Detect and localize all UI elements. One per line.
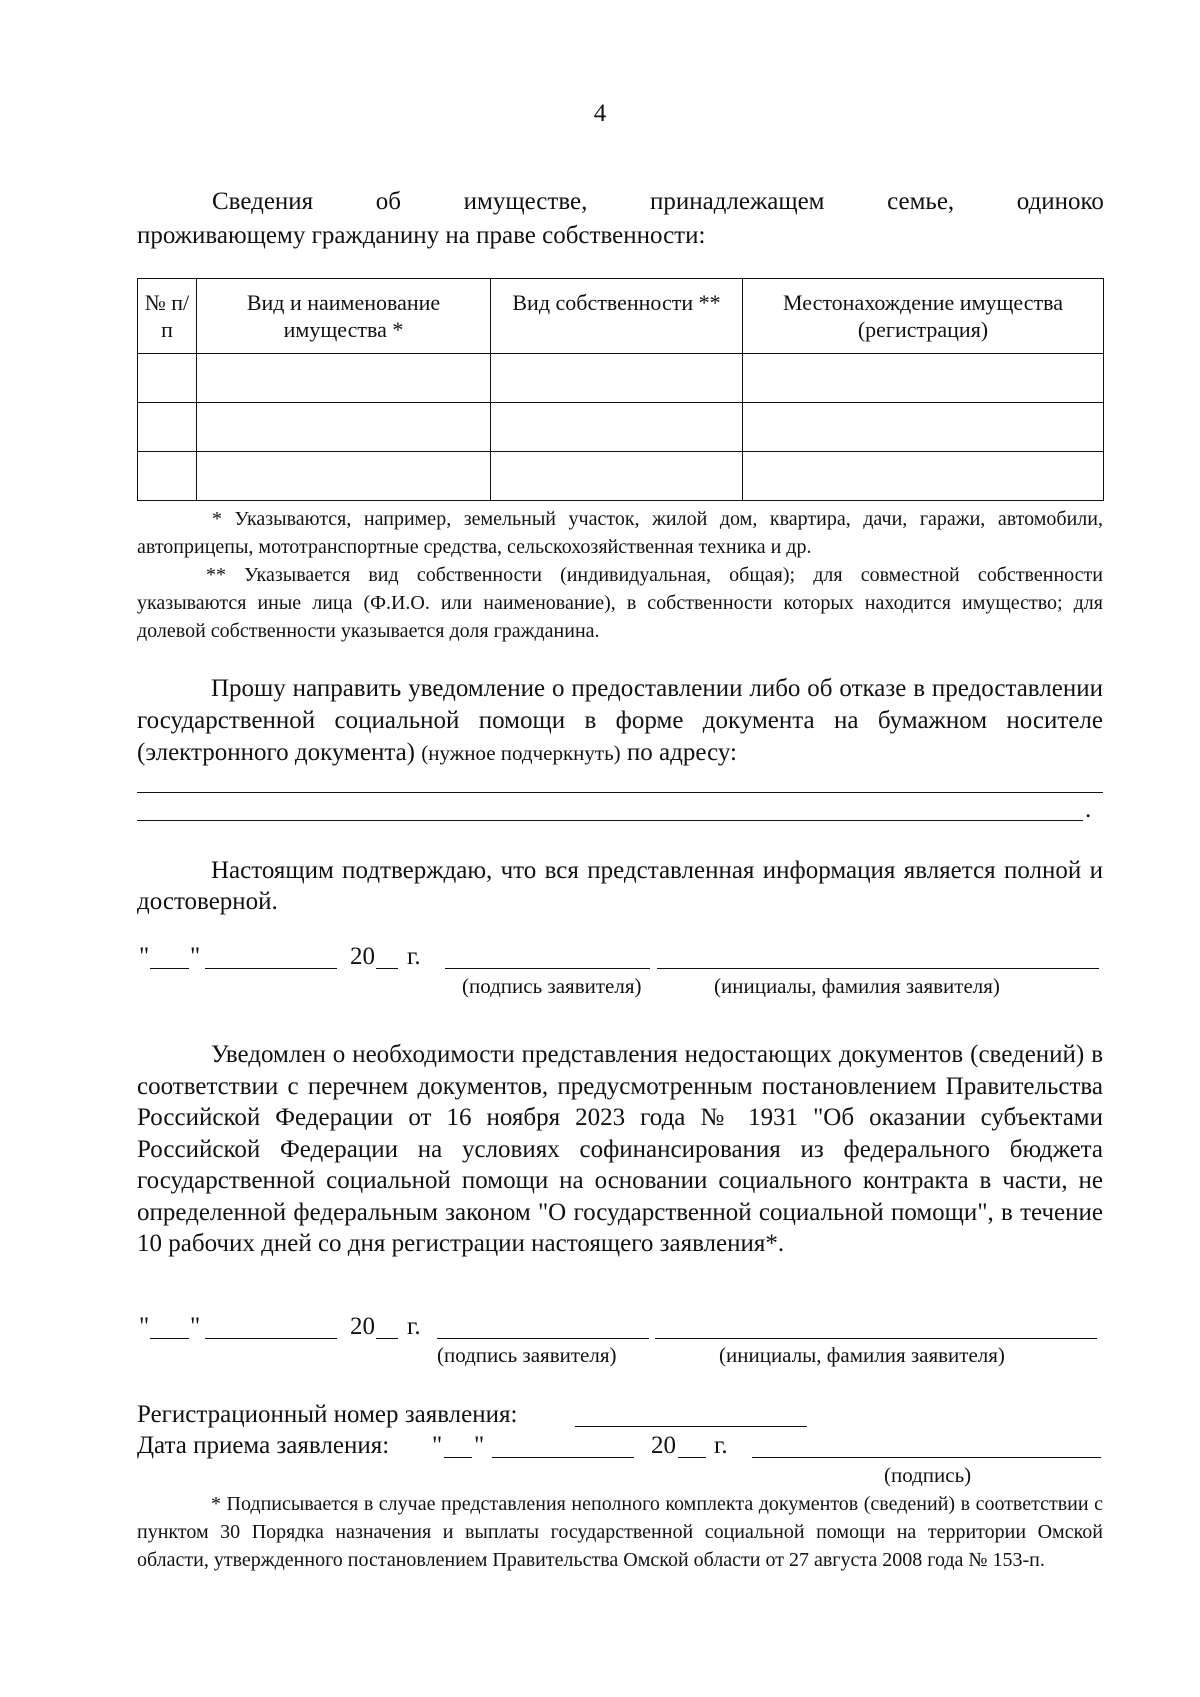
property-table	[137, 278, 1104, 501]
date-year-field[interactable]	[678, 1457, 706, 1458]
address-line-2[interactable]	[137, 820, 1083, 821]
date-year-suffix: г.	[407, 1313, 421, 1340]
request-end: по адресу:	[626, 739, 737, 766]
property-intro-line2: проживающему гражданину на праве собственности:	[137, 222, 706, 249]
signature-caption: (подпись заявителя)	[462, 974, 642, 998]
table-cell[interactable]	[743, 354, 1104, 403]
signature-field[interactable]	[445, 968, 650, 969]
address-period: .	[1085, 796, 1092, 823]
intro-word: об	[375, 188, 402, 215]
intro-word: принадлежащем	[649, 188, 825, 215]
date-quote-open: "	[139, 1313, 150, 1340]
date-quote-close: "	[190, 943, 201, 970]
name-caption: (инициалы, фамилия заявителя)	[719, 1343, 1005, 1367]
table-cell[interactable]	[491, 403, 743, 452]
final-footnote: * Подписывается в случае представления неполного комплекта документов (сведений) в соответствии с пунктом 30 Порядка назначения и выплаты государственной социальной помощи на территории Омской области, утвержденного постановлением Правительства Омской области от 27 августа 2008 года № 153-п.	[137, 1493, 1103, 1571]
table-cell[interactable]	[743, 403, 1104, 452]
intro-word: семье,	[887, 188, 955, 215]
confirmation-text: Настоящим подтверждаю, что вся представленная информация является полной и достоверной.	[137, 857, 1103, 915]
table-row	[138, 354, 1104, 403]
notification-request-text	[137, 673, 1103, 769]
date-month-field[interactable]	[205, 968, 337, 969]
name-caption: (инициалы, фамилия заявителя)	[714, 974, 1000, 998]
footnote-property-examples: * Указываются, например, земельный участок, жилой дом, квартира, дачи, гаражи, автомобили, автоприцепы, мототранспортные средства, сельскохозяйственная техника и др.	[137, 508, 1103, 558]
name-field[interactable]	[657, 968, 1099, 969]
date-year-prefix: 20	[350, 1313, 375, 1340]
address-line-1[interactable]	[137, 792, 1103, 793]
acceptance-date-label: Дата приема заявления:	[137, 1432, 390, 1459]
date-year-prefix: 20	[350, 943, 375, 970]
date-month-field[interactable]	[205, 1338, 337, 1339]
property-intro-line1	[212, 188, 1104, 216]
table-cell[interactable]	[197, 403, 491, 452]
intro-word: Сведения	[212, 188, 314, 215]
footnote-ownership-type: ** Указывается вид собственности (индивидуальная, общая); для совместной собственности указываются иные лица (Ф.И.О. или наименование), в собственности которых находится имущество; для долевой собственности указывается доля гражданина.	[137, 564, 1103, 642]
header-ownership-type: Вид собственности **	[491, 279, 743, 354]
table-row	[138, 452, 1104, 501]
acceptance-signature-caption: (подпись)	[884, 1463, 972, 1487]
page-number: 4	[593, 100, 607, 127]
table-row	[138, 403, 1104, 452]
date-day-field[interactable]	[150, 1338, 189, 1339]
date-day-field[interactable]	[150, 968, 189, 969]
date-month-field[interactable]	[492, 1457, 634, 1458]
registration-number-field[interactable]	[575, 1426, 807, 1427]
table-cell[interactable]	[743, 452, 1104, 501]
date-quote-close: "	[190, 1313, 201, 1340]
signature-caption: (подпись заявителя)	[437, 1343, 617, 1367]
header-number: № п/п	[138, 279, 197, 354]
table-cell[interactable]	[197, 452, 491, 501]
date-year-prefix: 20	[651, 1432, 676, 1459]
date-year-field[interactable]	[376, 1338, 398, 1339]
table-cell[interactable]	[197, 354, 491, 403]
table-cell[interactable]	[491, 452, 743, 501]
date-year-suffix: г.	[407, 943, 421, 970]
date-year-field[interactable]	[376, 968, 398, 969]
name-field[interactable]	[655, 1338, 1097, 1339]
date-quote-open: "	[139, 943, 150, 970]
registration-number-label: Регистрационный номер заявления:	[137, 1401, 518, 1428]
request-note: (нужное подчеркнуть)	[421, 741, 621, 765]
intro-word: одиноко	[1016, 188, 1104, 215]
header-property-name: Вид и наименование имущества *	[197, 279, 491, 354]
date-day-field[interactable]	[444, 1457, 472, 1458]
date-quote-open: "	[432, 1432, 443, 1459]
table-cell[interactable]	[138, 354, 197, 403]
notice-text: Уведомлен о необходимости представления недостающих документов (сведений) в соответствии с перечнем документов, предусмотренным постановлением Правительства Российской Федерации от 16 ноября 2023 года № 1931 "Об оказании субъектами Российской Федерации на условиях софинансирования из федерального бюджета государственной социальной помощи на основании социального контракта в части, не определенной федеральным законом "О государственной социальной помощи", в течение 10 рабочих дней со дня регистрации настоящего заявления*.	[137, 1041, 1103, 1257]
table-cell[interactable]	[491, 354, 743, 403]
acceptance-signature-field[interactable]	[752, 1457, 1101, 1458]
table-cell[interactable]	[138, 403, 197, 452]
date-year-suffix: г.	[714, 1432, 728, 1459]
date-quote-close: "	[474, 1432, 485, 1459]
signature-field[interactable]	[437, 1338, 649, 1339]
table-cell[interactable]	[138, 452, 197, 501]
header-location: Местонахождение имущества (регистрация)	[743, 279, 1104, 354]
table-header-row	[138, 279, 1104, 354]
request-main: Прошу направить уведомление о предоставлении либо об отказе в предоставлении государственной социальной помощи в форме документа на бумажном носителе (электронного документа)	[137, 675, 1103, 766]
intro-word: имуществе,	[463, 188, 588, 215]
